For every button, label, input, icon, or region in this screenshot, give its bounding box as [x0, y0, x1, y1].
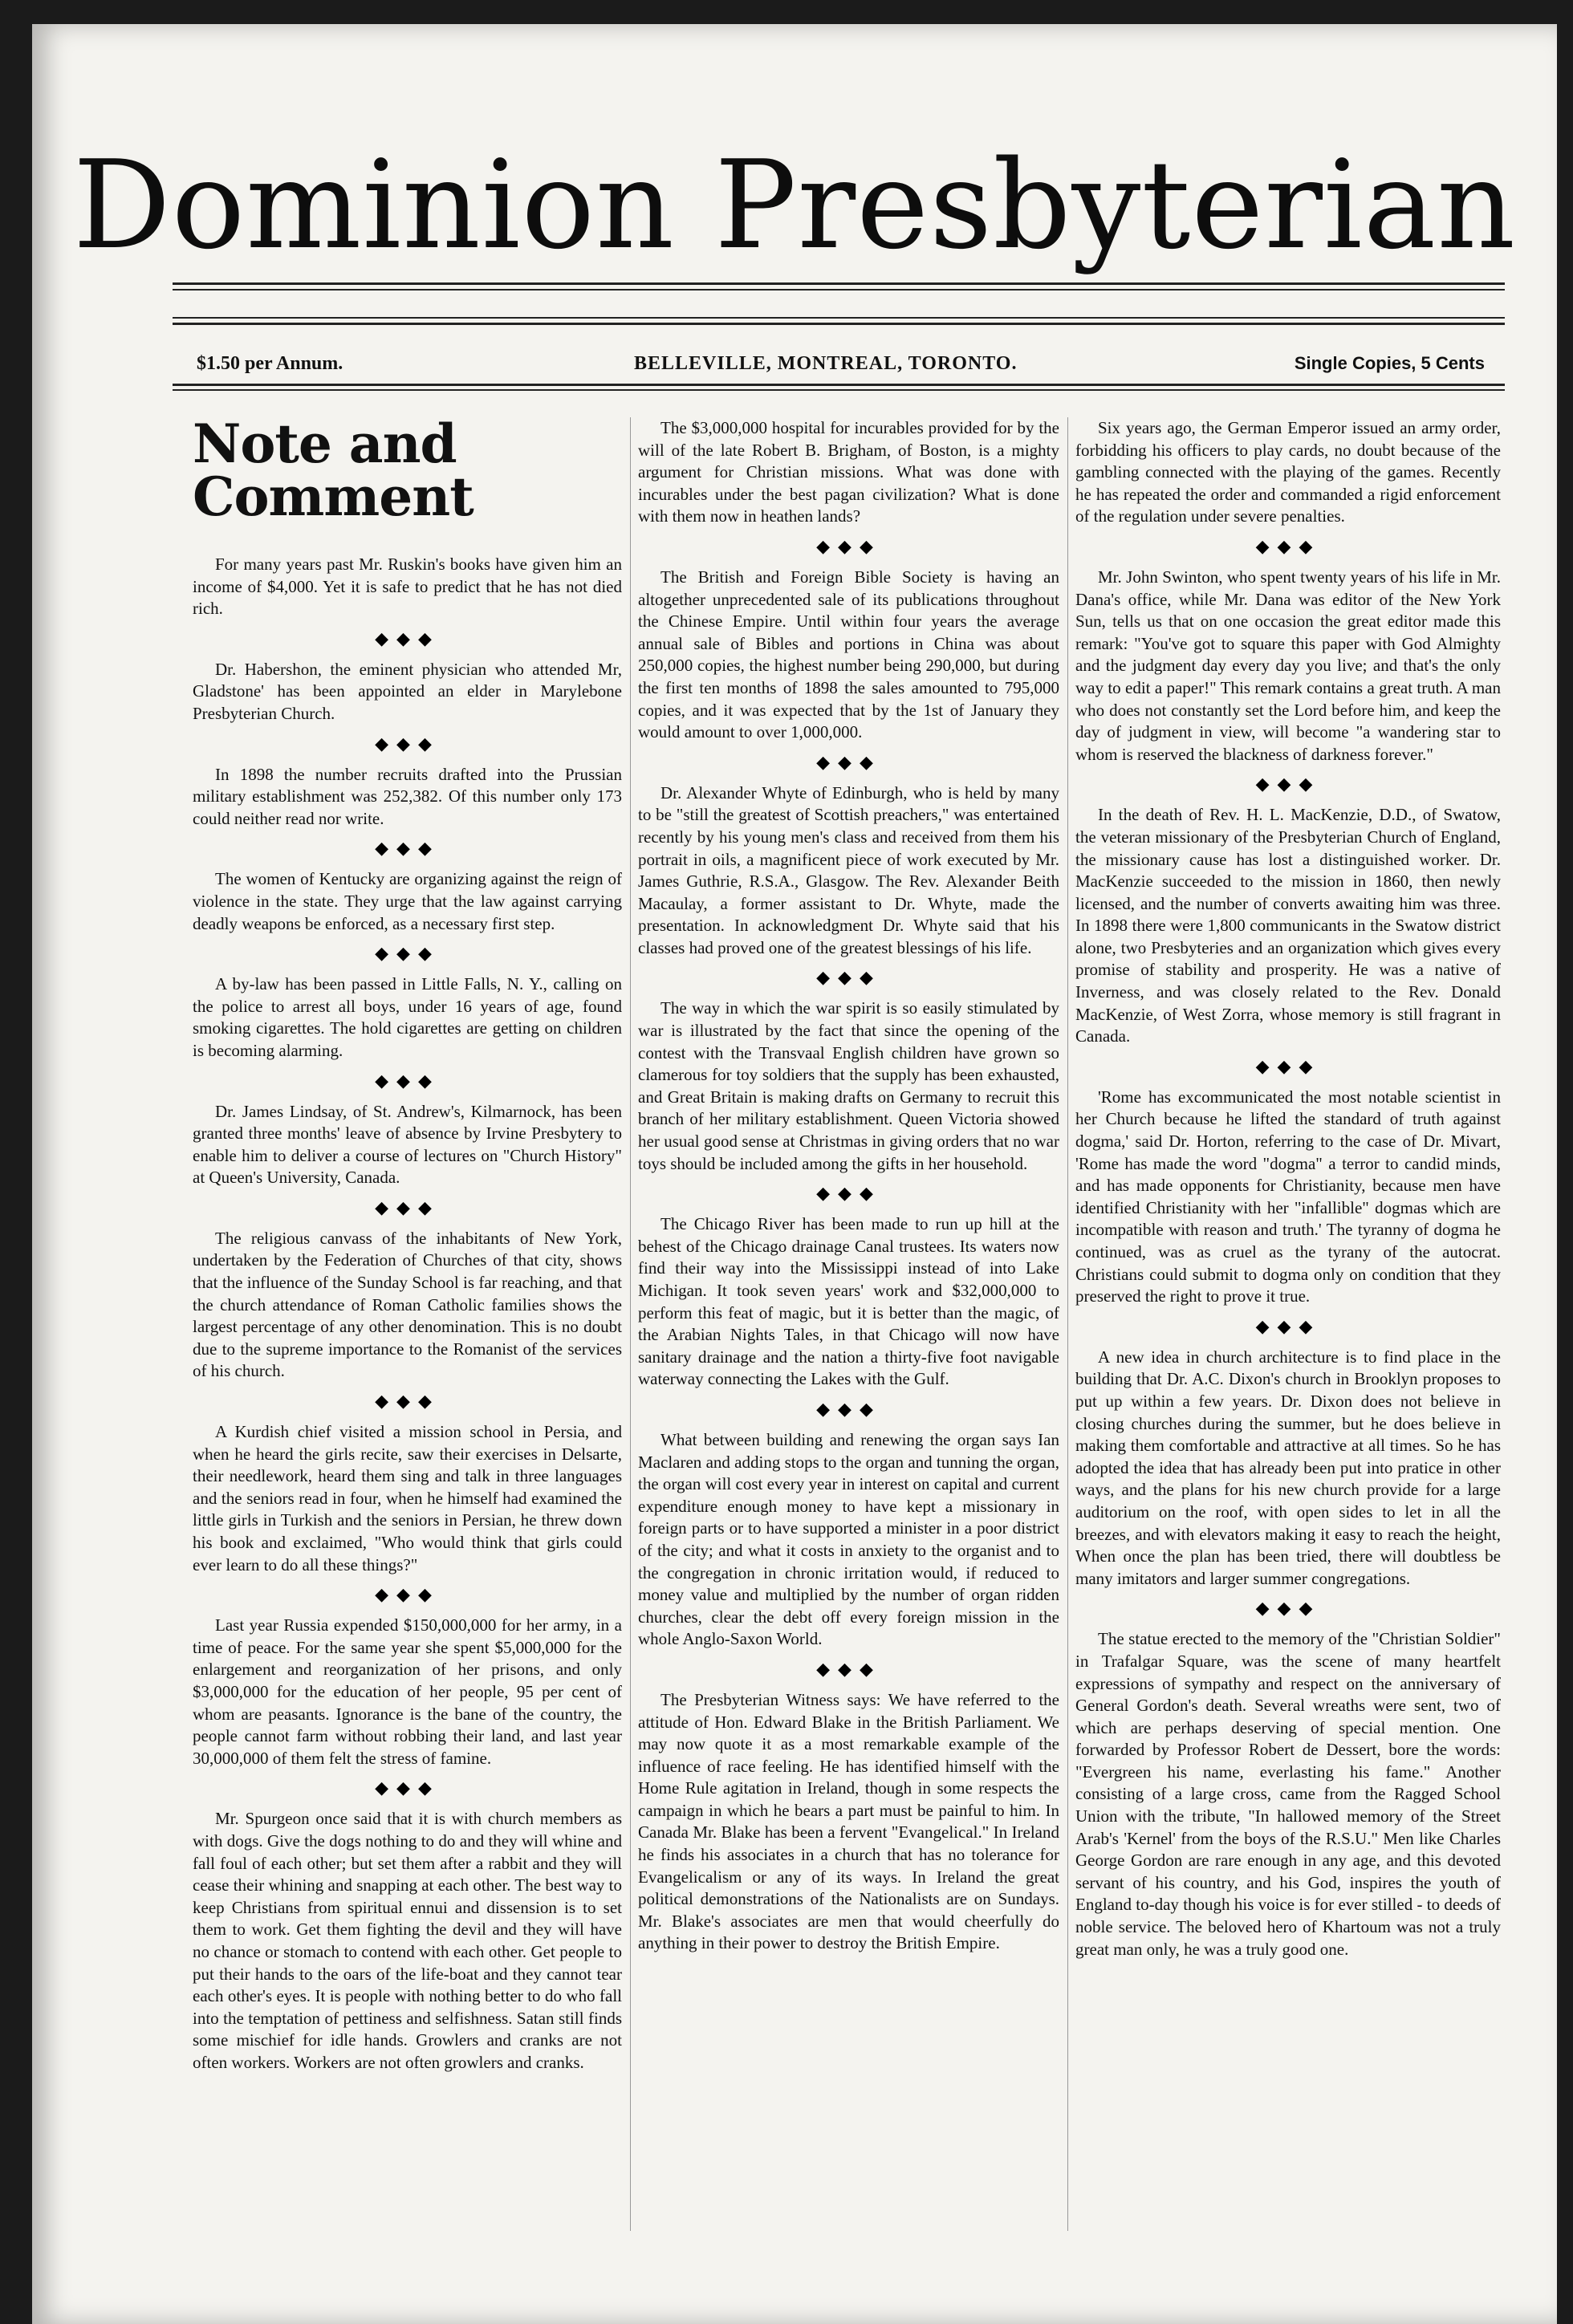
separator-ornament: ◆◆◆: [816, 967, 881, 988]
masthead-rule-top-inner: [173, 289, 1505, 290]
separator-ornament: ◆◆◆: [375, 1584, 440, 1605]
masthead-rule-top: [173, 282, 1505, 285]
article-paragraph: The British and Foreign Bible Society is having an altogether unprecedented sale of its publications throughout the Chinese Empire. Until within four years the average annual sale of Bibles and portions in China was about 250,000 copies, the highest number being 290,000, but during the first ten months of 1898 the sales amounted to 795,000 copies, and it was expected that by the 1st of January they would amount to over 1,000,000.: [638, 567, 1059, 742]
article-paragraph: Six years ago, the German Emperor issued an army order, forbidding his officers to play cards, no doubt because of the gambling connected with the playing of the games. Recently he has repeated the order and commanded a rigid enforcement of the regulation under severe penalties.: [1075, 418, 1501, 526]
article-paragraph: A new idea in church architecture is to find place in the building that Dr. A.C. Dixon's church in Brooklyn proposes to put up within a few years. Dr. Dixon does not believe in closing churches during the summer, but he does believe in making them comfortable and attractive at all times. So he has adopted the idea that has already been put into pratice in other ways, and the plans for his new church provide for a large auditorium on the roof, with open sides to let in all the breezes, and with elevators making it easy to reach the height, When once the plan has been tried, there will doubtless be many imitators and larger summer congregations.: [1075, 1347, 1501, 1588]
article-paragraph: The statue erected to the memory of the "Christian Soldier" in Trafalgar Square, was the scene of many heartfelt expressions of sympathy and respect on the anniversary of General Gordon's death. Several wreaths were sent, two of which are perhaps deserving of special mention. One forwarded by Professor Robert de Dessert, bore the words: "Evergreen his name, everlasting his fame." Another consisting of a large cross, came from the Ragged School Union with the tribute, "In hallowed memory of the Street Arab's 'Kernel' from the boys of the R.S.U." Men like Charles George Gordon are rare enough in any age, and this devoted servant of his country, and his God, inspires the youth of England to-day though his voice is for ever stilled - to deeds of noble service. The beloved hero of Khartoum was not a truly great man only, he was a truly good one.: [1075, 1629, 1501, 1959]
article-paragraph: Mr. John Swinton, who spent twenty years of his life in Mr. Dana's office, while Mr. Dana was editor of the New York Sun, tells us that on one occasion the great editor made this remark: "You've got to square this paper with God Almighty and the judgment day every day you live; and that's the only way to edit a paper!" This remark contains a great truth. A man who does not constantly set the Lord before him, and keep the day of judgment in view, will become "a wandering star to whom is reserved the blackness of darkness forever.": [1075, 567, 1501, 764]
masthead-rule-mid-inner: [173, 323, 1505, 325]
article-paragraph: The Presbyterian Witness says: We have referred to the attitude of Hon. Edward Blake in the British Parliament. We may now quote it as a most remarkable example of the influence of race feeling. He has identified himself with the Home Rule agitation in Ireland, though in some respects the campaign in which he bears a part must be painful to him. In Canada Mr. Blake has been a fervent "Evangelical." In Ireland he finds his associates in a church that has no tolerance for Evangelicalism or any of its ways. In Ireland the great political demonstrations of the Nationalists are on Sundays. Mr. Blake's associates are men that would cheerfully do anything in their power to destroy the British Empire.: [638, 1689, 1059, 1953]
article-paragraph: Last year Russia expended $150,000,000 for her army, in a time of peace. For the same year she spent $5,000,000 for the enlargement and reorganization of her prisons, and only $3,000,000 for the education of her people, 95 per cent of whom are peasants. Ignorance is the bane of the country, the people cannot farm without robbing their land, and last year 30,000,000 of them felt the stress of famine.: [193, 1615, 622, 1768]
info-rule-bottom: [173, 384, 1505, 386]
article-paragraph: In 1898 the number recruits drafted into the Prussian military establishment was 252,382. Of this number only 173 could neither read nor write.: [193, 764, 622, 828]
separator-ornament: ◆◆◆: [1255, 1598, 1321, 1619]
article-paragraph: The Chicago River has been made to run up hill at the behest of the Chicago drainage Canal trustees. Its waters now find their way into the Mississippi instead of into Lake Michigan. It took seven years' work and $32,000,000 to perform this feat of magic, but it is better than the magic, of the Arabian Nights Tales, in that Chicago will now have sanitary drainage and the nation a thirty-five foot navigable waterway connecting the Lakes with the Gulf.: [638, 1214, 1059, 1389]
separator-ornament: ◆◆◆: [1255, 774, 1321, 794]
price-label: $1.50 per Annum.: [197, 353, 343, 374]
separator-ornament: ◆◆◆: [375, 1391, 440, 1412]
article-paragraph: For many years past Mr. Ruskin's books have given him an income of $4,000. Yet it is safe to predict that he has not died rich.: [193, 555, 622, 619]
article-paragraph: A by-law has been passed in Little Falls, N. Y., calling on the police to arrest all boys, under 16 years of age, found smoking cigarettes. The hold cigarettes are getting on children is becoming alarming.: [193, 974, 622, 1060]
separator-ornament: ◆◆◆: [816, 751, 881, 772]
article-paragraph: The women of Kentucky are organizing against the reign of violence in the state. They urge that the law against carrying deadly weapons be enforced, as a necessary first step.: [193, 869, 622, 933]
separator-ornament: ◆◆◆: [816, 1183, 881, 1204]
column-1: [193, 412, 622, 2074]
separator-ornament: ◆◆◆: [375, 1197, 440, 1217]
article-paragraph: Dr. Alexander Whyte of Edinburgh, who is held by many to be "still the greatest of Scottish preachers," was entertained recently by his young men's class and received from them his portrait in oils, a magnificent piece of work executed by Mr. James Guthrie, R.S.A., Glasgow. The Rev. Alexander Beith Macaulay, a former assistant to Dr. Whyte, made the presentation. In acknowledgment Dr. Whyte said that his classes had proved one of the greatest blessings of his life.: [638, 782, 1059, 957]
column-3: [1075, 417, 1501, 1960]
column-divider-1: [630, 417, 631, 2231]
article-paragraph: A Kurdish chief visited a mission school in Persia, and when he heard the girls recite, saw their exercises in Delsarte, their needlework, heard them sing and talk in three languages and the seniors read in four, when he himself had examined the little girls in Turkish and the seniors in Persian, he threw down his book and exclaimed, "Who would think that girls could ever learn to do all these things?": [193, 1422, 622, 1574]
info-rule-bottom-inner: [173, 389, 1505, 391]
separator-ornament: ◆◆◆: [375, 1070, 440, 1091]
masthead-rule-mid: [173, 317, 1505, 319]
separator-ornament: ◆◆◆: [816, 535, 881, 556]
article-paragraph: In the death of Rev. H. L. MacKenzie, D.D., of Swatow, the veteran missionary of the Presbyterian Church of England, the missionary cause has lost a distinguished worker. Dr. MacKenzie succeeded to the mission in 1860, then newly licensed, and the number of converts awaiting him was three. In 1898 there were 1,800 communicants in the Swatow district alone, two Presbyteries and an organization which gives every promise of stability and prosperity. He was a native of Inverness, and was closely related to the Rev. Donald MacKenzie, of West Zorra, whose memory is still fragrant in Canada.: [1075, 805, 1501, 1046]
article-paragraph: The way in which the war spirit is so easily stimulated by war is illustrated by the fact that since the opening of the contest with the Transvaal English children have grown so clamerous for toy soldiers that the supply has been exhausted, and Great Britain is making drafts on Germany to recruit this branch of her military establishment. Queen Victoria showed her usual good sense at Christmas in giving orders that no war toys should be included among the gifts in her household.: [638, 998, 1059, 1173]
newspaper-page: [32, 24, 1557, 2324]
masthead-title: Dominion Presbyterian: [72, 134, 1517, 276]
cities-label: BELLEVILLE, MONTREAL, TORONTO.: [634, 353, 1018, 374]
separator-ornament: ◆◆◆: [375, 943, 440, 964]
separator-ornament: ◆◆◆: [816, 1658, 881, 1679]
article-paragraph: The religious canvass of the inhabitants of New York, undertaken by the Federation of Churches of that city, shows that the influence of the Sunday School is far reaching, and that the church attendance of Roman Catholic families shows the largest percentage of any other denomination. This is no doubt due to the supreme importance to the Romanist of the services of his church.: [193, 1228, 622, 1381]
separator-ornament: ◆◆◆: [375, 733, 440, 754]
section-title: Note and Comment: [193, 412, 474, 528]
separator-ornament: ◆◆◆: [375, 838, 440, 859]
masthead-info-row: [197, 353, 1485, 385]
article-paragraph: Dr. Habershon, the eminent physician who attended Mr, Gladstone' has been appointed an elder in Marylebone Presbyterian Church.: [193, 659, 622, 723]
article-paragraph: Dr. James Lindsay, of St. Andrew's, Kilmarnock, has been granted three months' leave of absence by Irvine Presbytery to enable him to deliver a course of lectures on "Church History" at Queen's University, Canada.: [193, 1101, 622, 1188]
column-2: [638, 417, 1059, 1955]
article-paragraph: 'Rome has excommunicated the most notable scientist in her Church because he lifted the standard of truth against dogma,' said Dr. Horton, referring to the case of Dr. Mivart, 'Rome has made the word "dogma" a terror to candid minds, and has made opponents for Christianity, because men have identified Christianity with her "infallible" dogmas which are incompatible with reason and truth.' The tyranny of dogma he continued, was as cruel as the tyrany of the autocrat. Christians could submit to dogma only on condition that they preserved the right to prove it true.: [1075, 1087, 1501, 1306]
separator-ornament: ◆◆◆: [1255, 1055, 1321, 1076]
separator-ornament: ◆◆◆: [1255, 1315, 1321, 1336]
separator-ornament: ◆◆◆: [1255, 535, 1321, 556]
single-copies-label: Single Copies, 5 Cents: [1294, 353, 1485, 373]
article-paragraph: Mr. Spurgeon once said that it is with church members as with dogs. Give the dogs nothing to do and they will whine and fall foul of each other; but set them after a rabbit and they will cease their whining and snapping at each other. The best way to keep Christians from spiritual ennui and dissension is to set them to work. Get them fighting the devil and they will have no chance or stomach to contend with each other. Get people to put their hands to the oars of the life-boat and they cannot tear each other's eyes. It is people with nothing better to do who fall into the temptation of pettiness and selfishness. Satan still finds some mischief for idle hands. Growlers and cranks are not often workers. Workers are not often growlers and cranks.: [193, 1809, 622, 2072]
column-divider-2: [1067, 417, 1068, 2231]
article-paragraph: What between building and renewing the organ says Ian Maclaren and adding stops to the organ and tunning the organ, the organ will cost every year in interest on capital and current expenditure enough money to have kept a missionary in foreign parts or to have supported a minister in a poor district of the city; and what it costs in anxiety to the organist and to the congregation in chronic irritation would, if reduced to money value and multiplied by the number of organ ridden churches, clear the debt off every foreign mission in the whole Anglo-Saxon World.: [638, 1429, 1059, 1649]
separator-ornament: ◆◆◆: [816, 1398, 881, 1419]
article-paragraph: The $3,000,000 hospital for incurables provided for by the will of the late Robert B. Brigham, of Boston, is a mighty argument for Christian missions. What was done with incurables under the best pagan civilization? What is done with them now in heathen lands?: [638, 418, 1059, 526]
separator-ornament: ◆◆◆: [375, 1778, 440, 1798]
separator-ornament: ◆◆◆: [375, 628, 440, 648]
